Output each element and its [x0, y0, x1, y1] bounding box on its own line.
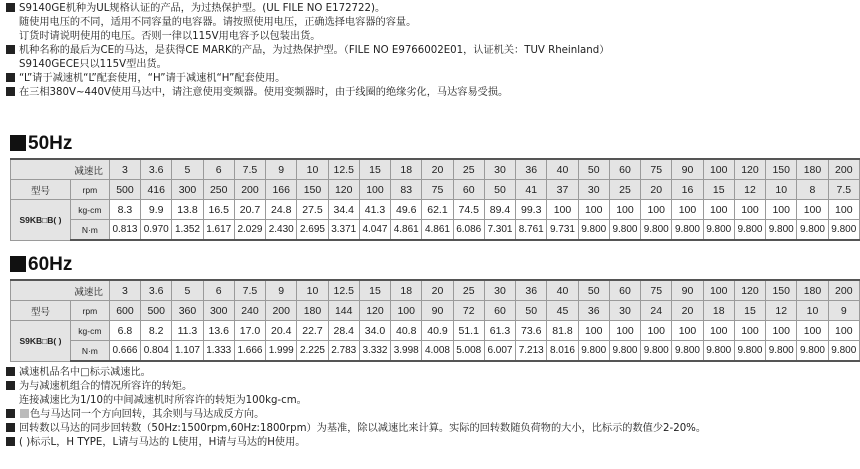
ratio-cell: 18: [391, 280, 422, 301]
bullet-icon: [6, 87, 15, 96]
bullet-icon: [6, 45, 15, 54]
torque-kgcm-cell: 41.3: [359, 200, 390, 220]
torque-kgcm-cell: 27.5: [297, 200, 328, 220]
torque-nm-cell: 9.731: [547, 220, 578, 241]
model-header-cell: 型号: [11, 301, 71, 321]
torque-kgcm-cell: 51.1: [453, 321, 484, 341]
ratio-cell: 18: [391, 159, 422, 180]
reduction-ratio-label: 减速比: [74, 286, 103, 298]
torque-kgcm-cell: 73.6: [516, 321, 547, 341]
torque-kgcm-cell: 100: [828, 321, 859, 341]
rpm-cell: 500: [109, 180, 140, 200]
ratio-cell: 7.5: [234, 280, 265, 301]
rpm-cell: 250: [203, 180, 234, 200]
rpm-cell: 12: [734, 180, 765, 200]
rpm-cell: 30: [578, 180, 609, 200]
torque-kgcm-cell: 11.3: [172, 321, 203, 341]
torque-kgcm-cell: 100: [547, 200, 578, 220]
rpm-cell: 72: [453, 301, 484, 321]
torque-kgcm-cell: 100: [641, 321, 672, 341]
torque-kgcm-row: [11, 200, 860, 220]
torque-kgcm-cell: 20.4: [266, 321, 297, 341]
ratio-row: [11, 159, 860, 180]
torque-kgcm-cell: 89.4: [484, 200, 515, 220]
note-line: ( )标示L，H TYPE，L请与马达的 L使用，H请与马达的H使用。: [6, 436, 856, 450]
note-line: “L”请于减速机“L”配套使用，“H”请于减速机“H”配套使用。: [6, 72, 856, 86]
torque-nm-cell: 2.783: [328, 341, 359, 362]
ratio-cell: 150: [766, 280, 797, 301]
rpm-cell: 200: [266, 301, 297, 321]
torque-nm-cell: 5.008: [453, 341, 484, 362]
ratio-cell: 15: [359, 280, 390, 301]
ratio-cell: 3: [109, 280, 140, 301]
torque-nm-cell: 3.332: [359, 341, 390, 362]
rpm-cell: 15: [734, 301, 765, 321]
ratio-cell: 36: [516, 159, 547, 180]
torque-kgcm-cell: 100: [766, 321, 797, 341]
note-line: 减速机品名中□标示减速比。: [6, 366, 856, 380]
torque-nm-cell: 9.800: [766, 220, 797, 241]
torque-kgcm-cell: 100: [703, 200, 734, 220]
torque-nm-cell: 9.800: [609, 220, 640, 241]
ratio-cell: 25: [453, 159, 484, 180]
torque-kgcm-cell: 100: [766, 200, 797, 220]
rpm-cell: 37: [547, 180, 578, 200]
torque-kgcm-cell: 24.8: [266, 200, 297, 220]
torque-kgcm-cell: 16.5: [203, 200, 234, 220]
torque-nm-cell: 0.970: [141, 220, 172, 241]
rpm-row: [11, 301, 860, 321]
ratio-cell: 20: [422, 159, 453, 180]
nm-unit-label: N·m: [70, 341, 109, 362]
kgcm-unit-label: kg-cm: [70, 200, 109, 220]
torque-nm-cell: 9.800: [578, 341, 609, 362]
rpm-cell: 25: [609, 180, 640, 200]
torque-kgcm-cell: 100: [578, 321, 609, 341]
ratio-cell: 6: [203, 159, 234, 180]
corner-header-cell: [11, 159, 110, 180]
torque-kgcm-cell: 99.3: [516, 200, 547, 220]
heading-block-icon: [10, 256, 26, 272]
rpm-cell: 500: [141, 301, 172, 321]
torque-kgcm-cell: 40.9: [422, 321, 453, 341]
torque-nm-cell: 9.800: [672, 341, 703, 362]
note-line: 为与减速机组合的情况所容许的转矩。: [6, 380, 856, 394]
rpm-cell: 20: [672, 301, 703, 321]
torque-nm-cell: 1.666: [234, 341, 265, 362]
torque-kgcm-cell: 34.4: [328, 200, 359, 220]
torque-nm-cell: 8.761: [516, 220, 547, 241]
torque-nm-cell: 9.800: [609, 341, 640, 362]
note-line: 连接减速比为1/10的中间减速机时所容许的转矩为100kg-cm。: [19, 395, 307, 406]
torque-kgcm-cell: 17.0: [234, 321, 265, 341]
rpm-cell: 83: [391, 180, 422, 200]
torque-kgcm-cell: 74.5: [453, 200, 484, 220]
torque-kgcm-cell: 100: [828, 200, 859, 220]
rpm-cell: 12: [766, 301, 797, 321]
ratio-cell: 30: [484, 280, 515, 301]
ratio-cell: 9: [266, 280, 297, 301]
ratio-cell: 60: [609, 280, 640, 301]
ratio-cell: 5: [172, 159, 203, 180]
torque-kgcm-cell: 100: [703, 321, 734, 341]
torque-kgcm-cell: 6.8: [109, 321, 140, 341]
torque-nm-cell: 9.800: [641, 220, 672, 241]
torque-kgcm-cell: 28.4: [328, 321, 359, 341]
torque-nm-row: [11, 220, 860, 241]
torque-kgcm-cell: 8.2: [141, 321, 172, 341]
rpm-cell: 60: [484, 301, 515, 321]
rpm-cell: 150: [297, 180, 328, 200]
torque-nm-cell: 0.813: [109, 220, 140, 241]
torque-nm-cell: 4.861: [391, 220, 422, 241]
torque-kgcm-cell: 62.1: [422, 200, 453, 220]
torque-nm-cell: 6.007: [484, 341, 515, 362]
ratio-cell: 200: [828, 159, 859, 180]
torque-kgcm-cell: 100: [672, 200, 703, 220]
torque-kgcm-cell: 100: [641, 200, 672, 220]
rpm-cell: 75: [422, 180, 453, 200]
ratio-cell: 200: [828, 280, 859, 301]
torque-nm-cell: 1.617: [203, 220, 234, 241]
torque-nm-cell: 1.999: [266, 341, 297, 362]
torque-nm-cell: 8.016: [547, 341, 578, 362]
rpm-cell: 120: [359, 301, 390, 321]
torque-nm-cell: 4.861: [422, 220, 453, 241]
bullet-icon: [6, 367, 15, 376]
torque-nm-cell: 1.333: [203, 341, 234, 362]
ratio-cell: 75: [641, 159, 672, 180]
ratio-cell: 100: [703, 159, 734, 180]
torque-nm-cell: 9.800: [766, 341, 797, 362]
rpm-cell: 10: [766, 180, 797, 200]
torque-kgcm-cell: 100: [797, 321, 828, 341]
rpm-cell: 144: [328, 301, 359, 321]
torque-nm-cell: 9.800: [828, 341, 859, 362]
note-line: 回转数以马达的同步回转数（50Hz:1500rpm,60Hz:1800rpm）为基准，除以减速比来计算。实际的回转数随负荷物的大小，比标示的数值少2-20%。: [6, 422, 856, 436]
torque-nm-cell: 9.800: [797, 341, 828, 362]
rpm-unit-label: rpm: [70, 301, 109, 321]
rpm-cell: 20: [641, 180, 672, 200]
torque-kgcm-cell: 100: [609, 321, 640, 341]
rpm-cell: 200: [234, 180, 265, 200]
note-line: S9140GECE只以115V型出货。: [19, 59, 167, 70]
section-heading-60hz: 60Hz: [10, 254, 72, 276]
ratio-cell: 36: [516, 280, 547, 301]
torque-nm-cell: 9.800: [797, 220, 828, 241]
torque-kgcm-cell: 100: [797, 200, 828, 220]
ratio-cell: 15: [359, 159, 390, 180]
ratio-row: [11, 280, 860, 301]
bullet-icon: [6, 3, 15, 12]
note-line: 机种名称的最后为CE的马达，是获得CE MARK的产品，为过热保护型。（FILE NO E9766002E01，认证机关：TUV Rheinland）: [6, 44, 856, 58]
torque-nm-cell: 2.029: [234, 220, 265, 241]
rpm-cell: 166: [266, 180, 297, 200]
torque-kgcm-cell: 13.8: [172, 200, 203, 220]
torque-kgcm-cell: 22.7: [297, 321, 328, 341]
model-header-cell: 型号: [11, 180, 71, 200]
ratio-cell: 50: [578, 159, 609, 180]
ratio-cell: 12.5: [328, 280, 359, 301]
model-number-cell: S9KB□B( ): [11, 200, 71, 241]
rpm-cell: 300: [203, 301, 234, 321]
note-line: 随使用电压的不同，适用不同容量的电容器。请按照使用电压，正确选择电容器的容量。: [19, 17, 417, 28]
rpm-cell: 90: [422, 301, 453, 321]
section-heading-50hz: 50Hz: [10, 133, 72, 155]
rpm-cell: 600: [109, 301, 140, 321]
rpm-cell: 41: [516, 180, 547, 200]
ratio-cell: 180: [797, 159, 828, 180]
rpm-cell: 60: [453, 180, 484, 200]
ratio-cell: 7.5: [234, 159, 265, 180]
torque-nm-cell: 7.213: [516, 341, 547, 362]
rpm-cell: 7.5: [828, 180, 859, 200]
rpm-cell: 100: [359, 180, 390, 200]
torque-kgcm-cell: 34.0: [359, 321, 390, 341]
ratio-cell: 90: [672, 159, 703, 180]
torque-nm-cell: 4.047: [359, 220, 390, 241]
torque-nm-cell: 2.430: [266, 220, 297, 241]
spec-table-50hz: [10, 158, 860, 241]
torque-nm-cell: 9.800: [828, 220, 859, 241]
rpm-cell: 50: [516, 301, 547, 321]
rpm-cell: 120: [328, 180, 359, 200]
ratio-cell: 90: [672, 280, 703, 301]
rpm-cell: 24: [641, 301, 672, 321]
torque-nm-cell: 1.107: [172, 341, 203, 362]
torque-kgcm-cell: 9.9: [141, 200, 172, 220]
rpm-cell: 360: [172, 301, 203, 321]
rpm-cell: 8: [797, 180, 828, 200]
bullet-icon: [6, 409, 15, 418]
bullet-icon: [6, 423, 15, 432]
torque-nm-cell: 9.800: [703, 220, 734, 241]
torque-nm-cell: 3.371: [328, 220, 359, 241]
torque-nm-cell: 0.804: [141, 341, 172, 362]
torque-nm-cell: 6.086: [453, 220, 484, 241]
rpm-cell: 16: [672, 180, 703, 200]
torque-nm-cell: 2.225: [297, 341, 328, 362]
torque-nm-row: [11, 341, 860, 362]
rpm-cell: 18: [703, 301, 734, 321]
bullet-icon: [6, 381, 15, 390]
torque-kgcm-cell: 100: [672, 321, 703, 341]
rpm-cell: 30: [609, 301, 640, 321]
rpm-cell: 9: [828, 301, 859, 321]
torque-kgcm-cell: 8.3: [109, 200, 140, 220]
note-line: 在三相380V~440V使用马达中，请注意使用变频器。使用变频器时，由于线圈的绝缘劣化，马达容易受损。: [6, 86, 856, 100]
reduction-ratio-label: 减速比: [74, 165, 103, 177]
spec-table-60hz: [10, 279, 860, 362]
rpm-cell: 100: [391, 301, 422, 321]
rpm-unit-label: rpm: [70, 180, 109, 200]
torque-nm-cell: 9.800: [672, 220, 703, 241]
ratio-cell: 12.5: [328, 159, 359, 180]
rpm-row: [11, 180, 860, 200]
torque-kgcm-cell: 100: [609, 200, 640, 220]
rpm-cell: 416: [141, 180, 172, 200]
torque-kgcm-cell: 40.8: [391, 321, 422, 341]
torque-nm-cell: 9.800: [734, 220, 765, 241]
rpm-cell: 45: [547, 301, 578, 321]
ratio-cell: 150: [766, 159, 797, 180]
torque-nm-cell: 9.800: [578, 220, 609, 241]
ratio-cell: 75: [641, 280, 672, 301]
torque-nm-cell: 9.800: [641, 341, 672, 362]
ratio-cell: 3: [109, 159, 140, 180]
ratio-cell: 5: [172, 280, 203, 301]
torque-kgcm-cell: 20.7: [234, 200, 265, 220]
torque-nm-cell: 9.800: [734, 341, 765, 362]
note-line: 订货时请说明使用的电压。否则一律以115V用电容予以包装出货。: [19, 31, 321, 42]
torque-kgcm-row: [11, 321, 860, 341]
corner-header-cell: [11, 280, 110, 301]
torque-kgcm-cell: 100: [734, 321, 765, 341]
rpm-cell: 15: [703, 180, 734, 200]
note-line: S9140GE机种为UL规格认证的产品，为过热保护型。(UL FILE NO E172722)。: [6, 2, 856, 16]
ratio-cell: 20: [422, 280, 453, 301]
kgcm-unit-label: kg-cm: [70, 321, 109, 341]
ratio-cell: 120: [734, 280, 765, 301]
ratio-cell: 6: [203, 280, 234, 301]
torque-nm-cell: 7.301: [484, 220, 515, 241]
note-line: 色与马达同一个方向回转，其余则与马达成反方向。: [6, 408, 856, 422]
rpm-cell: 36: [578, 301, 609, 321]
torque-nm-cell: 2.695: [297, 220, 328, 241]
model-number-cell: S9KB□B( ): [11, 321, 71, 362]
rpm-cell: 180: [297, 301, 328, 321]
bottom-notes: [6, 366, 856, 450]
ratio-cell: 10: [297, 280, 328, 301]
torque-nm-cell: 0.666: [109, 341, 140, 362]
top-notes: [6, 2, 856, 100]
heading-block-icon: [10, 135, 26, 151]
ratio-cell: 10: [297, 159, 328, 180]
ratio-cell: 100: [703, 280, 734, 301]
torque-nm-cell: 3.998: [391, 341, 422, 362]
bullet-icon: [6, 73, 15, 82]
ratio-cell: 180: [797, 280, 828, 301]
torque-nm-cell: 1.352: [172, 220, 203, 241]
ratio-cell: 120: [734, 159, 765, 180]
bullet-icon: [6, 437, 15, 446]
ratio-cell: 40: [547, 280, 578, 301]
rpm-cell: 10: [797, 301, 828, 321]
rpm-cell: 240: [234, 301, 265, 321]
ratio-cell: 25: [453, 280, 484, 301]
torque-kgcm-cell: 81.8: [547, 321, 578, 341]
torque-kgcm-cell: 49.6: [391, 200, 422, 220]
ratio-cell: 3.6: [141, 159, 172, 180]
nm-unit-label: N·m: [70, 220, 109, 241]
torque-kgcm-cell: 61.3: [484, 321, 515, 341]
torque-kgcm-cell: 100: [734, 200, 765, 220]
ratio-cell: 40: [547, 159, 578, 180]
torque-kgcm-cell: 13.6: [203, 321, 234, 341]
ratio-cell: 50: [578, 280, 609, 301]
torque-nm-cell: 4.008: [422, 341, 453, 362]
rpm-cell: 300: [172, 180, 203, 200]
ratio-cell: 30: [484, 159, 515, 180]
ratio-cell: 60: [609, 159, 640, 180]
torque-kgcm-cell: 100: [578, 200, 609, 220]
rpm-cell: 50: [484, 180, 515, 200]
color-swatch-icon: [20, 409, 29, 418]
ratio-cell: 3.6: [141, 280, 172, 301]
ratio-cell: 9: [266, 159, 297, 180]
torque-nm-cell: 9.800: [703, 341, 734, 362]
